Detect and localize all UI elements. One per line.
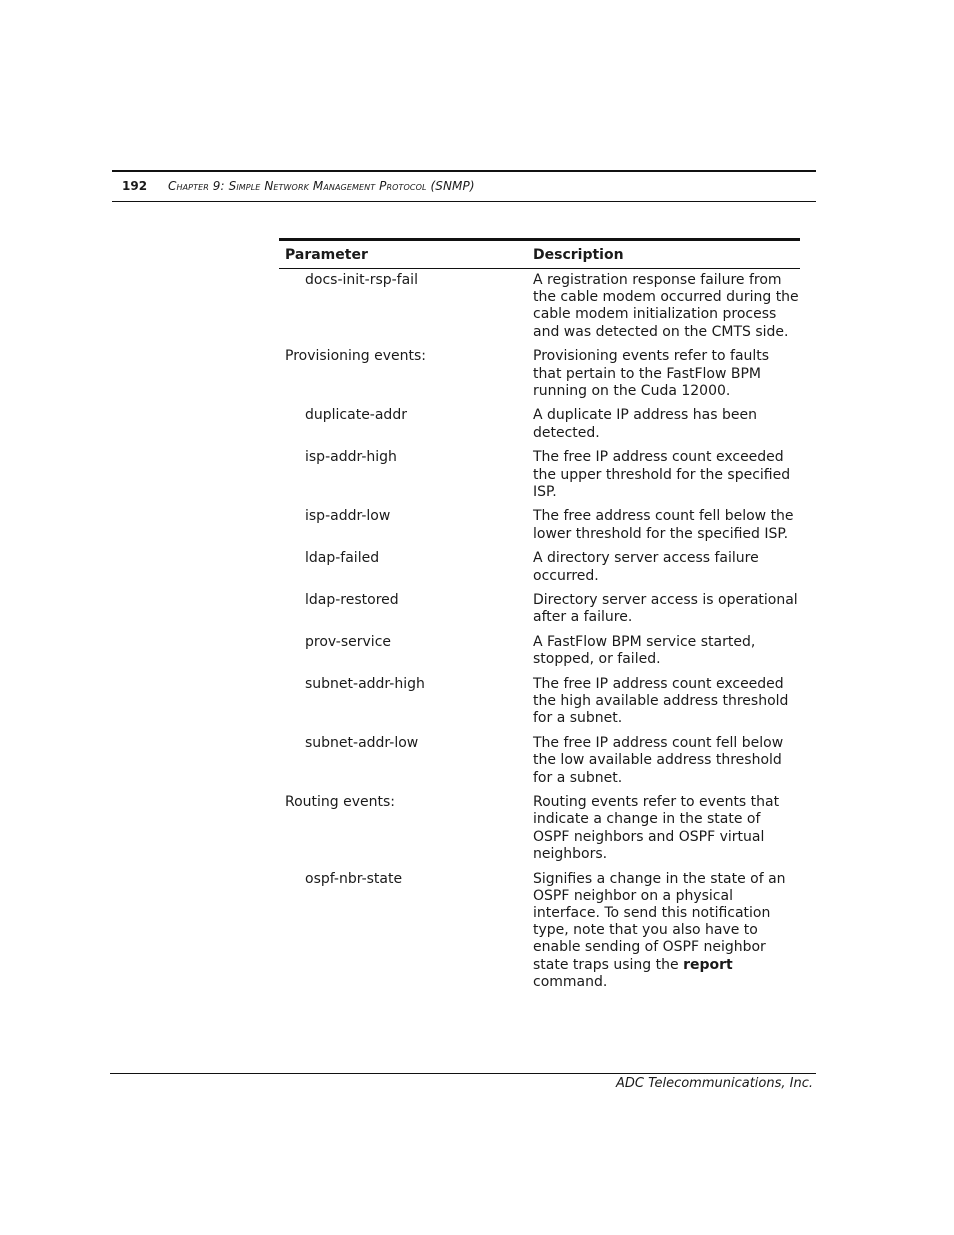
row-parameter: Provisioning events: bbox=[285, 348, 426, 365]
header-rule-top bbox=[112, 170, 816, 172]
row-description bbox=[533, 676, 800, 728]
description-text: The free IP address count exceeded the upper threshold for the specified ISP. bbox=[533, 449, 791, 500]
description-tail-text: command. bbox=[533, 973, 608, 990]
description-text: A FastFlow BPM service started, stopped, or failed. bbox=[533, 634, 756, 668]
table-row bbox=[279, 871, 800, 991]
row-description bbox=[533, 272, 800, 341]
header-description: Description bbox=[533, 246, 624, 263]
table-row bbox=[279, 794, 800, 863]
row-parameter: ospf-nbr-state bbox=[305, 870, 403, 887]
table-row bbox=[279, 735, 800, 787]
table-row bbox=[279, 592, 800, 626]
description-text: Signifies a change in the state of an OSPF neighbor on a physical interface. To send this notification type, note that you also have to enable sending of OSPF neighbor state traps using the bbox=[533, 870, 786, 973]
table-row bbox=[279, 348, 800, 400]
table-row bbox=[279, 449, 800, 501]
table-row bbox=[279, 676, 800, 728]
table-body bbox=[279, 269, 800, 991]
description-text: The free IP address count fell below the low available address threshold for a subnet. bbox=[533, 735, 784, 786]
footer-company: ADC Telecommunications, Inc. bbox=[616, 1076, 813, 1091]
page-number: 192 bbox=[122, 179, 148, 193]
description-text: A registration response failure from the cable modem occurred during the cable modem initialization process and was detected on the CMTS side. bbox=[533, 272, 799, 340]
row-parameter: isp-addr-high bbox=[305, 449, 397, 466]
row-parameter: subnet-addr-low bbox=[305, 735, 419, 752]
table-header-row bbox=[279, 241, 800, 269]
table-row bbox=[279, 508, 800, 542]
row-description bbox=[533, 449, 800, 501]
row-parameter: Routing events: bbox=[285, 794, 396, 811]
running-head: Chapter 9: Simple Network Management Protocol (SNMP) bbox=[168, 179, 475, 193]
row-parameter: duplicate-addr bbox=[305, 407, 407, 424]
table-row bbox=[279, 272, 800, 341]
table-row bbox=[279, 550, 800, 584]
description-text: Directory server access is operational after a failure. bbox=[533, 592, 798, 626]
description-text: The free IP address count exceeded the high available address threshold for a subnet. bbox=[533, 676, 789, 727]
row-description bbox=[533, 550, 800, 584]
header-parameter: Parameter bbox=[285, 246, 368, 263]
row-description bbox=[533, 871, 800, 991]
description-command-keyword: report bbox=[683, 956, 733, 973]
row-description bbox=[533, 508, 800, 542]
footer-rule bbox=[110, 1073, 816, 1074]
row-parameter: ldap-failed bbox=[305, 550, 380, 567]
description-text: The free address count fell below the lower threshold for the specified ISP. bbox=[533, 508, 794, 542]
row-parameter: subnet-addr-high bbox=[305, 676, 425, 693]
row-description bbox=[533, 794, 800, 863]
description-text: Provisioning events refer to faults that pertain to the FastFlow BPM running on the Cuda 12000. bbox=[533, 348, 770, 399]
parameter-table bbox=[279, 238, 800, 999]
description-text: Routing events refer to events that indicate a change in the state of OSPF neighbors and OSPF virtual neighbors. bbox=[533, 794, 780, 862]
row-parameter: docs-init-rsp-fail bbox=[305, 272, 418, 288]
row-description bbox=[533, 407, 800, 441]
header-rule-bottom bbox=[112, 201, 816, 202]
row-description bbox=[533, 735, 800, 787]
row-parameter: ldap-restored bbox=[305, 592, 399, 609]
table-row bbox=[279, 407, 800, 441]
row-parameter: prov-service bbox=[305, 634, 392, 651]
row-description bbox=[533, 348, 800, 400]
row-parameter: isp-addr-low bbox=[305, 508, 391, 525]
description-text: A directory server access failure occurred. bbox=[533, 550, 759, 584]
row-description bbox=[533, 634, 800, 668]
description-text: A duplicate IP address has been detected. bbox=[533, 407, 757, 441]
table-row bbox=[279, 634, 800, 668]
row-description bbox=[533, 592, 800, 626]
